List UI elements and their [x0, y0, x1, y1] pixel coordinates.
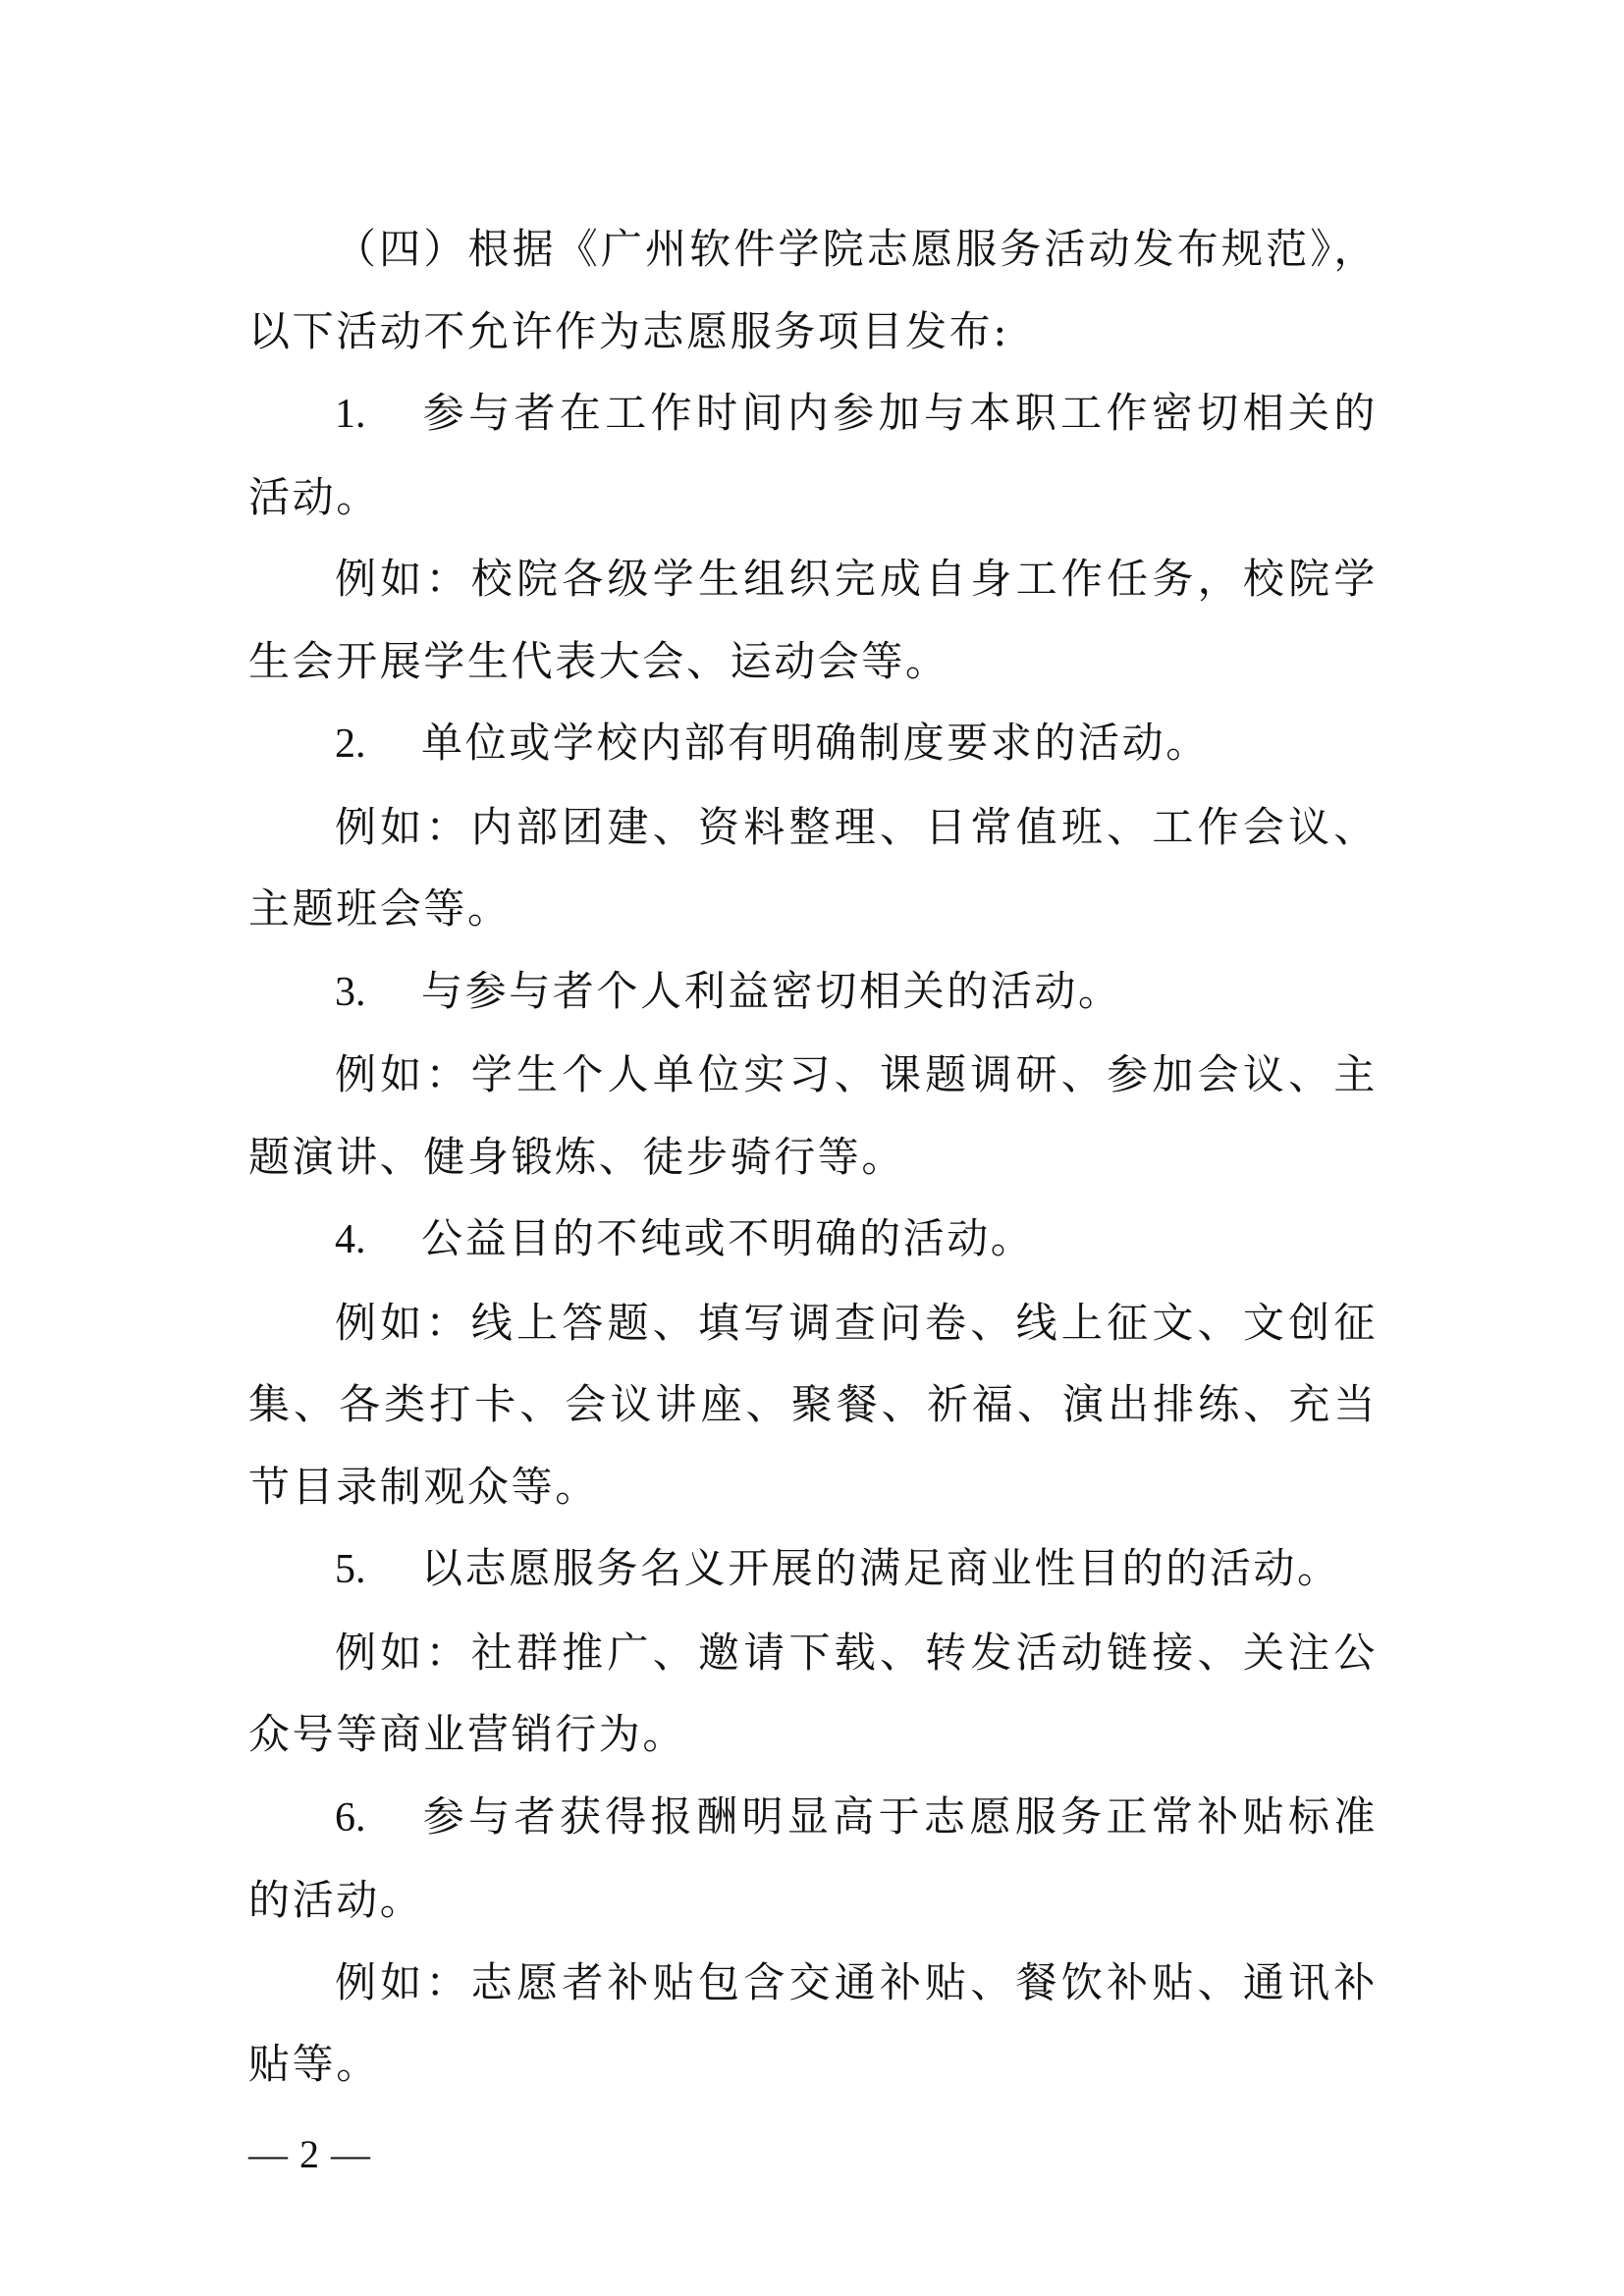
- rule-item-1: [248, 372, 1378, 538]
- rule-example-4: 例如：线上答题、填写调查问卷、线上征文、文创征集、各类打卡、会议讲座、聚餐、祈福、演出排练、充当节目录制观众等。: [248, 1298, 1378, 1511]
- rule-example-6: 例如：志愿者补贴包含交通补贴、餐饮补贴、通讯补贴等。: [248, 1957, 1378, 2088]
- rule-item-5: [248, 1527, 1378, 1612]
- page-number: — 2 —: [248, 2132, 371, 2176]
- rule-number: 6.: [335, 1794, 366, 1841]
- rule-item-2: [248, 702, 1378, 786]
- rule-text: 公益目的不纯或不明确的活动。: [421, 1214, 1035, 1262]
- rule-item-4: [248, 1198, 1378, 1282]
- rule-text: 以志愿服务名义开展的满足商业性目的的活动。: [421, 1544, 1341, 1592]
- rule-number: 3.: [335, 969, 366, 1015]
- rule-text: 单位或学校内部有明确制度要求的活动。: [421, 719, 1210, 767]
- rule-number: 5.: [335, 1547, 366, 1592]
- rule-number: 2.: [335, 721, 366, 767]
- intro-paragraph: （四）根据《广州软件学院志愿服务活动发布规范》，以下活动不允许作为志愿服务项目发布:: [248, 225, 1378, 355]
- rule-example-2: 例如：内部团建、资料整理、日常值班、工作会议、主题班会等。: [248, 802, 1378, 933]
- rule-example-1: 例如：校院各级学生组织完成自身工作任务，校院学生会开展学生代表大会、运动会等。: [248, 555, 1378, 685]
- rule-text: 参与者在工作时间内参加与本职工作密切相关的活动。: [248, 389, 1378, 521]
- rule-text: 与参与者个人利益密切相关的活动。: [421, 966, 1122, 1015]
- rule-item-6: [248, 1776, 1378, 1942]
- document-body: [248, 208, 1378, 2106]
- rule-item-3: [248, 950, 1378, 1035]
- rule-number: 4.: [335, 1217, 366, 1262]
- rule-text: 参与者获得报酬明显高于志愿服务正常补贴标准的活动。: [248, 1791, 1378, 1924]
- rule-example-3: 例如：学生个人单位实习、课题调研、参加会议、主题演讲、健身锻炼、徒步骑行等。: [248, 1050, 1378, 1181]
- rule-number: 1.: [335, 392, 366, 437]
- rule-example-5: 例如：社群推广、邀请下载、转发活动链接、关注公众号等商业营销行为。: [248, 1628, 1378, 1758]
